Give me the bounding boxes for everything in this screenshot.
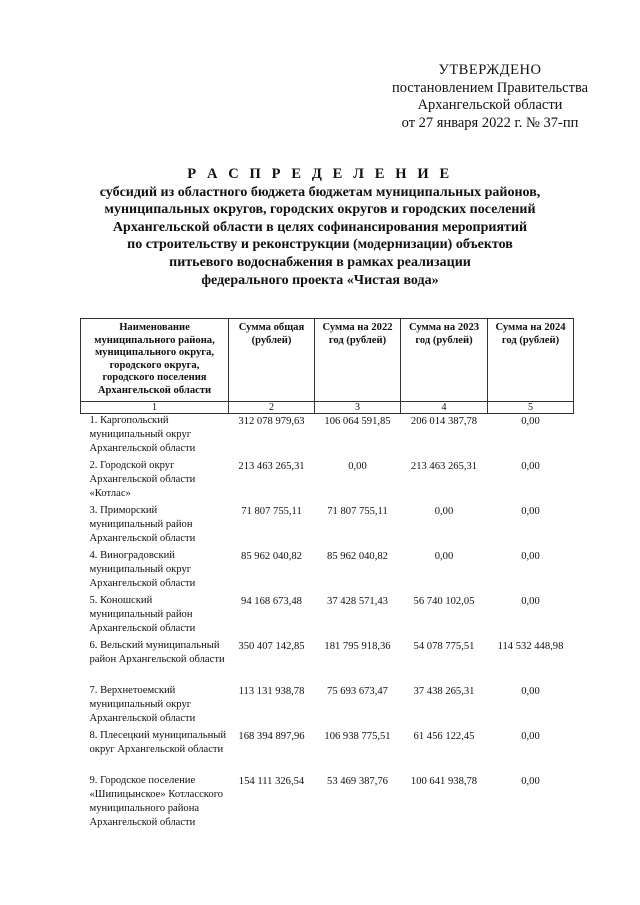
amount-2023: 213 463 265,31: [410, 460, 478, 472]
municipality-name: 3. Приморский муниципальный район Архангельской области: [89, 504, 196, 544]
amount-2024: 0,00: [521, 595, 540, 607]
table-row: [81, 594, 574, 639]
amount-2023: 37 438 265,31: [413, 685, 475, 697]
column-number: 3: [315, 401, 401, 413]
table-row: [81, 639, 574, 684]
header-2022: Сумма на 2022 год (рублей): [315, 319, 401, 402]
amount-2023: 61 456 122,45: [413, 730, 475, 742]
total-amount: 71 807 755,11: [241, 505, 302, 517]
table-row: [81, 459, 574, 504]
amount-2023: 56 740 102,05: [413, 595, 475, 607]
document-title: [60, 166, 580, 289]
title-line: по строительству и реконструкции (модернизации) объектов: [127, 237, 513, 253]
total-amount: 113 131 938,78: [238, 685, 305, 697]
municipality-name: 1. Каргопольский муниципальный округ Архангельской области: [89, 414, 196, 454]
total-amount: 168 394 897,96: [238, 730, 305, 742]
amount-2024: 0,00: [521, 505, 540, 517]
total-amount: 312 078 979,63: [238, 415, 305, 427]
amount-2022: 75 693 673,47: [327, 685, 388, 697]
amount-2023: 0,00: [434, 505, 454, 517]
amount-2023: 206 014 387,78: [410, 415, 478, 427]
table-header-row: [81, 319, 574, 402]
table-row: [81, 729, 574, 774]
header-municipality: Наименование муниципального района, муниципального округа, городского округа, городского поселения Архангельской области: [81, 319, 229, 402]
municipality-name: 4. Виноградовский муниципальный округ Архангельской области: [89, 549, 196, 589]
title-line: федерального проекта «Чистая вода»: [201, 272, 439, 288]
amount-2023: 54 078 775,51: [413, 640, 475, 652]
amount-2023: 0,00: [434, 550, 454, 562]
table-row: [81, 684, 574, 729]
amount-2022: 106 064 591,85: [324, 415, 391, 427]
amount-2022: 0,00: [348, 460, 367, 472]
table-row: [81, 549, 574, 594]
amount-2024: 0,00: [521, 730, 540, 742]
header-2023: Сумма на 2023 год (рублей): [401, 319, 488, 402]
column-number-row: [81, 401, 574, 413]
distribution-table: [80, 318, 574, 833]
municipality-name: 6. Вельский муниципальный район Архангельской области: [89, 639, 225, 665]
approval-line-1: постановлением Правительства: [391, 79, 589, 96]
municipality-name: 2. Городской округ Архангельской области «Котлас»: [89, 459, 196, 499]
amount-2022: 53 469 387,76: [327, 775, 388, 787]
amount-2024: 0,00: [521, 415, 540, 427]
table-row: [81, 413, 574, 459]
amount-2024: 114 532 448,98: [497, 640, 564, 652]
approval-heading: УТВЕРЖДЕНО: [438, 62, 542, 78]
amount-2022: 71 807 755,11: [327, 505, 388, 517]
amount-2022: 181 795 918,36: [324, 640, 391, 652]
total-amount: 85 962 040,82: [241, 550, 302, 562]
amount-2022: 106 938 775,51: [324, 730, 391, 742]
amount-2024: 0,00: [521, 685, 540, 697]
approval-line-3: от 27 января 2022 г. № 37-пп: [401, 114, 579, 131]
column-number: 4: [401, 401, 488, 413]
total-amount: 154 111 326,54: [238, 775, 305, 787]
column-number: 1: [81, 401, 229, 413]
column-number: 5: [488, 401, 574, 413]
amount-2024: 0,00: [521, 775, 540, 787]
table-row: [81, 504, 574, 549]
title-heading: Р А С П Р Е Д Е Л Е Н И Е: [187, 166, 453, 182]
total-amount: 94 168 673,48: [241, 595, 302, 607]
column-number: 2: [229, 401, 315, 413]
amount-2023: 100 641 938,78: [410, 775, 478, 787]
total-amount: 213 463 265,31: [238, 460, 305, 472]
municipality-name: 9. Городское поселение «Шипицынское» Котласского муниципального района Архангельской области: [89, 774, 224, 828]
approval-line-2: Архангельской области: [417, 97, 563, 113]
approval-block: [340, 62, 640, 132]
header-2024: Сумма на 2024 год (рублей): [488, 319, 574, 402]
title-line: Архангельской области в целях софинансирования мероприятий: [112, 219, 528, 235]
table-row: [81, 774, 574, 833]
title-line: субсидий из областного бюджета бюджетам муниципальных районов,: [99, 184, 541, 200]
header-total: Сумма общая (рублей): [229, 319, 315, 402]
amount-2022: 37 428 571,43: [327, 595, 388, 607]
amount-2024: 0,00: [521, 550, 540, 562]
municipality-name: 7. Верхнетоемский муниципальный округ Архангельской области: [89, 684, 196, 724]
title-line: муниципальных округов, городских округов и городских поселений: [104, 202, 536, 218]
municipality-name: 8. Плесецкий муниципальный округ Архангельской области: [89, 729, 227, 755]
title-line: питьевого водоснабжения в рамках реализации: [169, 254, 471, 270]
total-amount: 350 407 142,85: [238, 640, 305, 652]
amount-2024: 0,00: [521, 460, 540, 472]
municipality-name: 5. Коношский муниципальный район Архангельской области: [89, 594, 196, 634]
amount-2022: 85 962 040,82: [327, 550, 388, 562]
